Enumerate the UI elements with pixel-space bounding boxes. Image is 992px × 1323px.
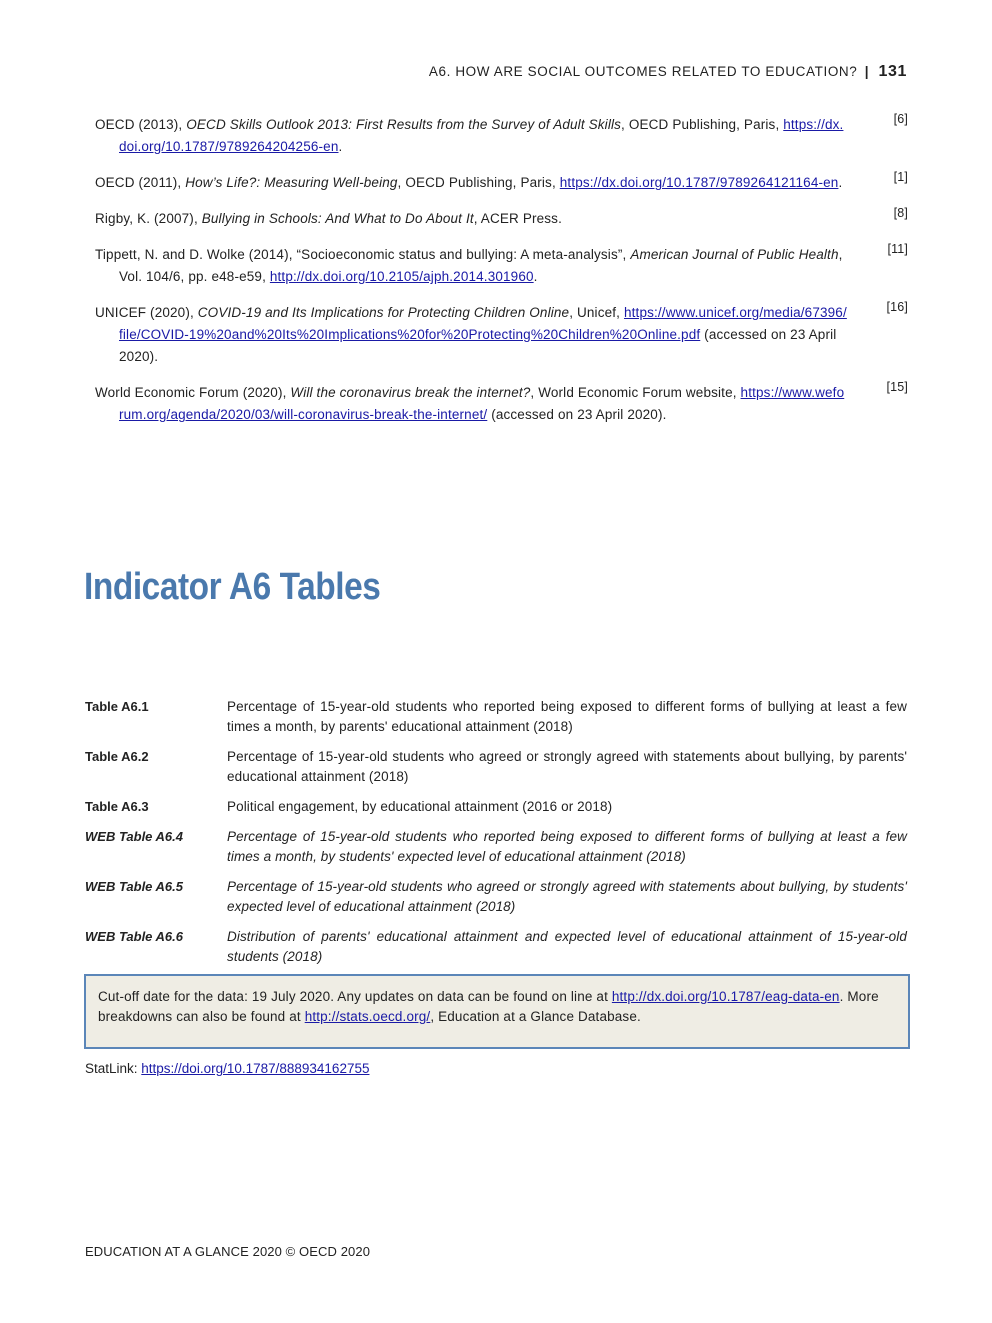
reference-marker: [8] — [893, 206, 908, 220]
reference-authors: Tippett, N. and D. Wolke (2014), “Socioeconomic status and bullying: A meta-analysis”, — [95, 247, 631, 262]
reference-tail: . — [338, 139, 343, 154]
table-id: Table A6.1 — [85, 699, 149, 714]
running-header — [429, 63, 907, 81]
table-list-row[interactable] — [85, 877, 907, 917]
reference-authors: Rigby, K. (2007), — [95, 211, 202, 226]
table-id: WEB Table A6.6 — [85, 929, 184, 944]
reference-link[interactable]: https://dx.doi.org/10.1787/9789264121164-en — [559, 175, 839, 190]
reference-authors: OECD (2011), — [95, 175, 186, 190]
reference-publisher: , OECD Publishing, Paris, — [621, 117, 784, 132]
reference-entry — [95, 382, 908, 426]
reference-entry — [95, 172, 908, 194]
reference-entry — [95, 302, 908, 368]
reference-entry — [95, 208, 908, 230]
reference-publisher: , ACER Press. — [473, 211, 562, 226]
statlink-label: StatLink: — [85, 1061, 142, 1076]
reference-link[interactable]: http://dx.doi.org/10.2105/ajph.2014.301960 — [269, 269, 534, 284]
running-title: A6. HOW ARE SOCIAL OUTCOMES RELATED TO EDUCATION? — [428, 64, 858, 79]
reference-publisher: , Unicef, — [569, 305, 624, 320]
cutoff-text-2: . More breakdowns can also be found at — [98, 989, 879, 1024]
table-description: Percentage of 15-year-old students who reported being exposed to different forms of bullying at least a few times a month, by students' expected level of educational attainment (2018) — [227, 829, 907, 864]
table-description: Percentage of 15-year-old students who agreed or strongly agreed with statements about bullying, by students' expected level of educational attainment (2018) — [227, 879, 907, 914]
table-id: Table A6.2 — [85, 749, 149, 764]
table-id: WEB Table A6.5 — [85, 879, 184, 894]
reference-marker: [1] — [893, 170, 908, 184]
table-list-row[interactable] — [85, 827, 907, 867]
reference-marker: [6] — [893, 112, 908, 126]
cutoff-text-3: , Education at a Glance Database. — [430, 1009, 641, 1024]
table-list-row[interactable] — [85, 927, 907, 967]
tables-list — [85, 697, 907, 977]
reference-publisher: , Vol. 104/6, pp. e48-e59, — [119, 247, 843, 284]
reference-marker: [16] — [886, 300, 908, 314]
table-description: Political engagement, by educational attainment (2016 or 2018) — [227, 799, 613, 814]
oecd-stats-link[interactable]: http://stats.oecd.org/ — [304, 1009, 431, 1024]
reference-tail: (accessed on 23 April 2020). — [487, 407, 667, 422]
reference-title: How’s Life?: Measuring Well-being — [185, 175, 398, 190]
table-description: Distribution of parents' educational attainment and expected level of educational attainment of 15-year-old students (2018) — [227, 929, 907, 964]
reference-link[interactable]: https://www.unicef.org/media/67396/file/COVID-19%20and%20Its%20Implications%20for%20Protecting%20Children%20Online.pdf — [119, 305, 847, 342]
statlink — [85, 1061, 369, 1076]
cutoff-text-1: Cut-off date for the data: 19 July 2020. Any updates on data can be found on line at — [98, 989, 612, 1004]
page-number: 131 — [878, 63, 907, 80]
table-id: WEB Table A6.4 — [85, 829, 184, 844]
reference-title: OECD Skills Outlook 2013: First Results from the Survey of Adult Skills — [186, 117, 622, 132]
header-separator: | — [864, 64, 870, 79]
reference-entry — [95, 244, 908, 288]
reference-authors: UNICEF (2020), — [95, 305, 198, 320]
reference-list — [95, 114, 908, 440]
table-description: Percentage of 15-year-old students who agreed or strongly agreed with statements about bullying, by parents' educational attainment (2018) — [227, 749, 907, 784]
reference-link[interactable]: https://dx.doi.org/10.1787/9789264204256-en — [119, 117, 844, 154]
table-list-row[interactable] — [85, 697, 907, 737]
reference-authors: OECD (2013), — [95, 117, 187, 132]
table-list-row[interactable] — [85, 797, 907, 817]
reference-link[interactable]: https://www.weforum.org/agenda/2020/03/will-coronavirus-break-the-internet/ — [119, 385, 845, 422]
reference-tail: . — [533, 269, 538, 284]
eag-data-link[interactable]: http://dx.doi.org/10.1787/eag-data-en — [611, 989, 840, 1004]
reference-title: American Journal of Public Health — [630, 247, 839, 262]
reference-title: Bullying in Schools: And What to Do About It — [201, 211, 474, 226]
reference-title: Will the coronavirus break the internet? — [290, 385, 531, 400]
cutoff-note-box — [84, 974, 910, 1049]
statlink-url[interactable]: https://doi.org/10.1787/888934162755 — [141, 1061, 370, 1076]
reference-marker: [15] — [886, 380, 908, 394]
reference-tail: (accessed on 23 April 2020). — [119, 327, 837, 364]
page-footer: EDUCATION AT A GLANCE 2020 © OECD 2020 — [85, 1244, 371, 1259]
reference-tail: . — [838, 175, 843, 190]
reference-authors: World Economic Forum (2020), — [95, 385, 291, 400]
section-title: Indicator A6 Tables — [84, 566, 381, 608]
table-list-row[interactable] — [85, 747, 907, 787]
table-description: Percentage of 15-year-old students who reported being exposed to different forms of bullying at least a few times a month, by parents' educational attainment (2018) — [227, 699, 907, 734]
reference-publisher: , OECD Publishing, Paris, — [397, 175, 560, 190]
table-id: Table A6.3 — [85, 799, 149, 814]
reference-publisher: , World Economic Forum website, — [530, 385, 741, 400]
reference-marker: [11] — [887, 242, 908, 256]
reference-entry — [95, 114, 908, 158]
reference-title: COVID-19 and Its Implications for Protecting Children Online — [197, 305, 570, 320]
